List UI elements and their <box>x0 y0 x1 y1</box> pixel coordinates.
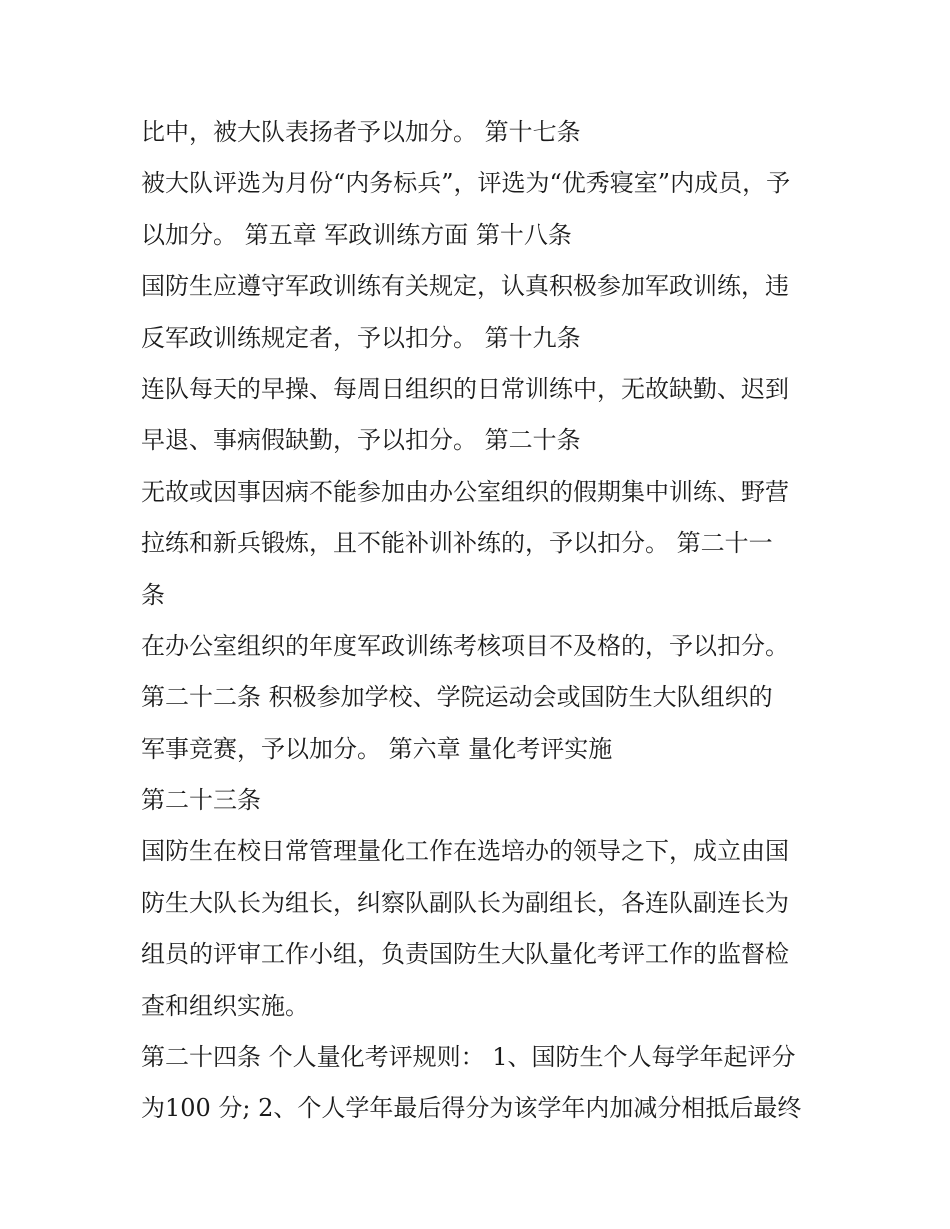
text-line: 第二十二条 积极参加学校、学院运动会或国防生大队组织的 <box>141 683 773 712</box>
text-line: 连队每天的早操、每周日组织的日常训练中，无故缺勤、迟到 <box>141 374 789 403</box>
text-line: 第二十四条 个人量化考评规则： 1、国防生个人每学年起评分 <box>141 1043 796 1072</box>
text-line: 防生大队长为组长，纠察队副队长为副组长，各连队副连长为 <box>141 888 789 917</box>
text-line: 查和组织实施。 <box>141 991 309 1020</box>
document-body <box>141 107 821 1135</box>
text-line: 组员的评审工作小组，负责国防生大队量化考评工作的监督检 <box>141 940 789 969</box>
text-line: 以加分。 第五章 军政训练方面 第十八条 <box>141 220 572 249</box>
text-line: 国防生应遵守军政训练有关规定，认真积极参加军政训练，违 <box>141 272 789 301</box>
text-line: 国防生在校日常管理量化工作在选培办的领导之下，成立由国 <box>141 837 789 866</box>
text-line: 第二十三条 <box>141 786 261 815</box>
text-line: 为100 分; 2、个人学年最后得分为该学年内加减分相抵后最终 <box>141 1094 802 1123</box>
text-line: 无故或因事因病不能参加由办公室组织的假期集中训练、野营 <box>141 477 789 506</box>
text-line: 拉练和新兵锻炼，且不能补训补练的，予以扣分。 第二十一 <box>141 529 773 558</box>
text-line: 被大队评选为月份“内务标兵”，评选为“优秀寝室”内成员，予 <box>141 169 791 198</box>
text-line: 反军政训练规定者，予以扣分。 第十九条 <box>141 323 581 352</box>
text-line: 比中，被大队表扬者予以加分。 第十七条 <box>141 118 581 146</box>
text-line: 早退、事病假缺勤，予以扣分。 第二十条 <box>141 426 581 455</box>
text-line: 条 <box>141 580 165 609</box>
text-line: 军事竞赛，予以加分。 第六章 量化考评实施 <box>141 734 613 763</box>
text-line: 在办公室组织的年度军政训练考核项目不及格的，予以扣分。 <box>141 631 789 660</box>
